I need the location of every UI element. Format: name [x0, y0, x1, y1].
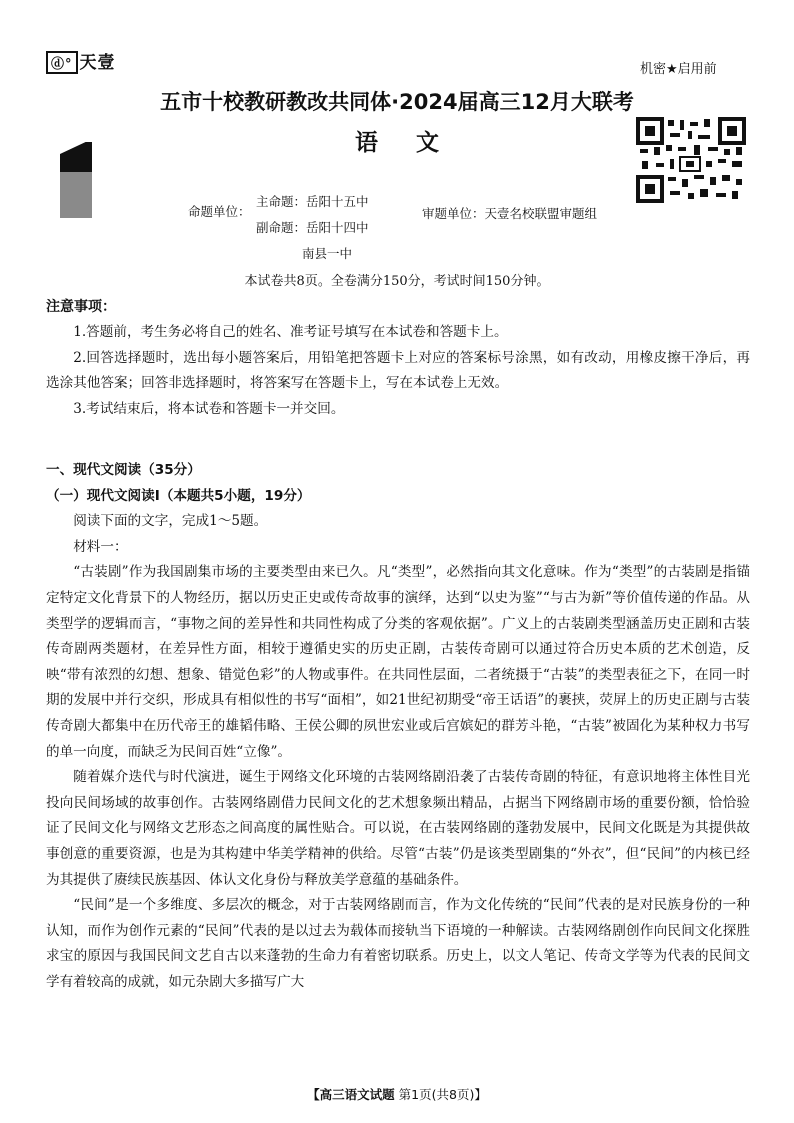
footer-page-info: 第1页(共8页)】: [398, 1087, 487, 1102]
review-unit: [422, 204, 597, 222]
qr-code-icon: [636, 117, 746, 203]
proposition-label: 命题单位：: [188, 204, 251, 219]
note-item-2: 2.回答选择题时，选出每小题答案后，用铅笔把答题卡上对应的答案标号涂黑，如有改动，用橡皮擦干净后，再选涂其他答案；回答非选择题时，将答案写在答题卡上，写在本试卷上无效。: [46, 349, 750, 392]
logo-mark: ⓓ°: [46, 51, 78, 74]
exam-title: 五市十校教研教改共同体·2024届高三12月大联考: [160, 90, 634, 114]
section-title: 一、现代文阅读（35分）: [46, 462, 201, 478]
review-org: 天壹名校联盟审题组: [484, 206, 598, 221]
chief-label: 主命题：: [256, 194, 307, 209]
paragraph-2: 随着媒介迭代与时代演进，诞生于网络文化环境的古装网络剧沿袭了古装传奇剧的特征，有意识地将主体性目光投向民间场域的故事创作。古装网络剧借力民间文化的艺术想象频出精品，占据当下网络剧市场的重要份额，恰恰验证了民间文化与网络文艺形态之间高度的属性贴合。可以说，在古装网络剧的蓬勃发展中，民间文化既是为其提供故事创意的重要资源，也是为其构建中华美学精神的供给。尽管“古装”仍是该类型剧集的“外衣”，但“民间”的内核已经为其提供了赓续民族基因、体认文化身份与释放美学意蕴的基础条件。: [46, 769, 750, 888]
barcode-dark-block: [60, 142, 92, 172]
chief-proposer: [256, 192, 369, 210]
deputy-proposer: [256, 218, 369, 236]
barcode-mark: [60, 142, 92, 218]
section-subtitle: （一）现代文阅读Ⅰ（本题共5小题，19分）: [46, 487, 311, 504]
material-label: 材料一：: [73, 538, 128, 555]
reading-instruction: 阅读下面的文字，完成1～5题。: [73, 513, 268, 530]
logo-text: 天壹: [79, 53, 116, 73]
notes-title: 注意事项：: [46, 299, 116, 315]
note-item-3: 3.考试结束后，将本试卷和答题卡一并交回。: [73, 400, 345, 417]
confidential-label: 机密★启用前: [640, 62, 717, 77]
deputy-label: 副命题：: [256, 220, 307, 235]
page-footer: [0, 1085, 794, 1103]
reading-section: [46, 458, 750, 995]
note-item-1: 1.答题前，考生务必将自己的姓名、准考证号填写在本试卷和答题卡上。: [73, 324, 508, 340]
paragraph-3: “民间”是一个多维度、多层次的概念，对于古装网络剧而言，作为文化传统的“民间”代表的是对民族身份的一种认知，而作为创作元素的“民间”代表的是以过去为载体而接轨当下语境的一种解读。古装网络剧创作向民间文化探胜求宝的原因与我国民间文艺自古以来蓬勃的生命力有着密切联系。历史上，以文人笔记、传奇文学等为代表的民间文学有着较高的成就，如元杂剧大多描写广大: [46, 897, 750, 990]
chief-school: 岳阳十五中: [306, 194, 369, 209]
footer-exam-name: 【高三语文试题: [307, 1087, 395, 1102]
paragraph-1: “古装剧”作为我国剧集市场的主要类型由来已久。凡“类型”，必然指向其文化意味。作为“类型”的古装剧是指锚定特定文化背景下的人物经历，据以历史正史或传奇故事的演绎，达到“以史为鉴”“与古为新”等价值传递的作品。从类型学的逻辑而言，“事物之间的差异性和共同性构成了分类的客观依据”。广义上的古装剧类型涵盖历史正剧和古装传奇剧两类题材，在差异性方面，相较于遵循史实的历史正剧，古装传奇剧可以通过符合历史本质的艺术创造，反映“带有浓烈的幻想、想象、错觉色彩”的人物或事件。在共同性层面，二者统摄于“古装”的类型表征之下，在同一时期的发展中并行交织，形成具有相似性的书写“面相”，如21世纪初期受“帝王话语”的裹挟，荧屏上的历史正剧与古装传奇剧大都集中在历代帝王的雄韬伟略、王侯公卿的夙世宏业或后宫嫔妃的群芳斗艳，“古装”被固化为某种权力书写的单一向度，而缺乏为民间百姓“立像”。: [46, 564, 750, 760]
barcode-gray-block: [60, 172, 92, 218]
deputy-school: 岳阳十四中: [306, 220, 369, 235]
exam-info: 本试卷共8页。全卷满分150分，考试时间150分钟。: [244, 274, 550, 289]
notes-list: [46, 320, 750, 422]
publisher-logo: [46, 48, 116, 74]
subject-title: 语文: [355, 130, 477, 156]
review-label: 审题单位：: [422, 206, 485, 221]
third-school: 南县一中: [302, 246, 353, 261]
